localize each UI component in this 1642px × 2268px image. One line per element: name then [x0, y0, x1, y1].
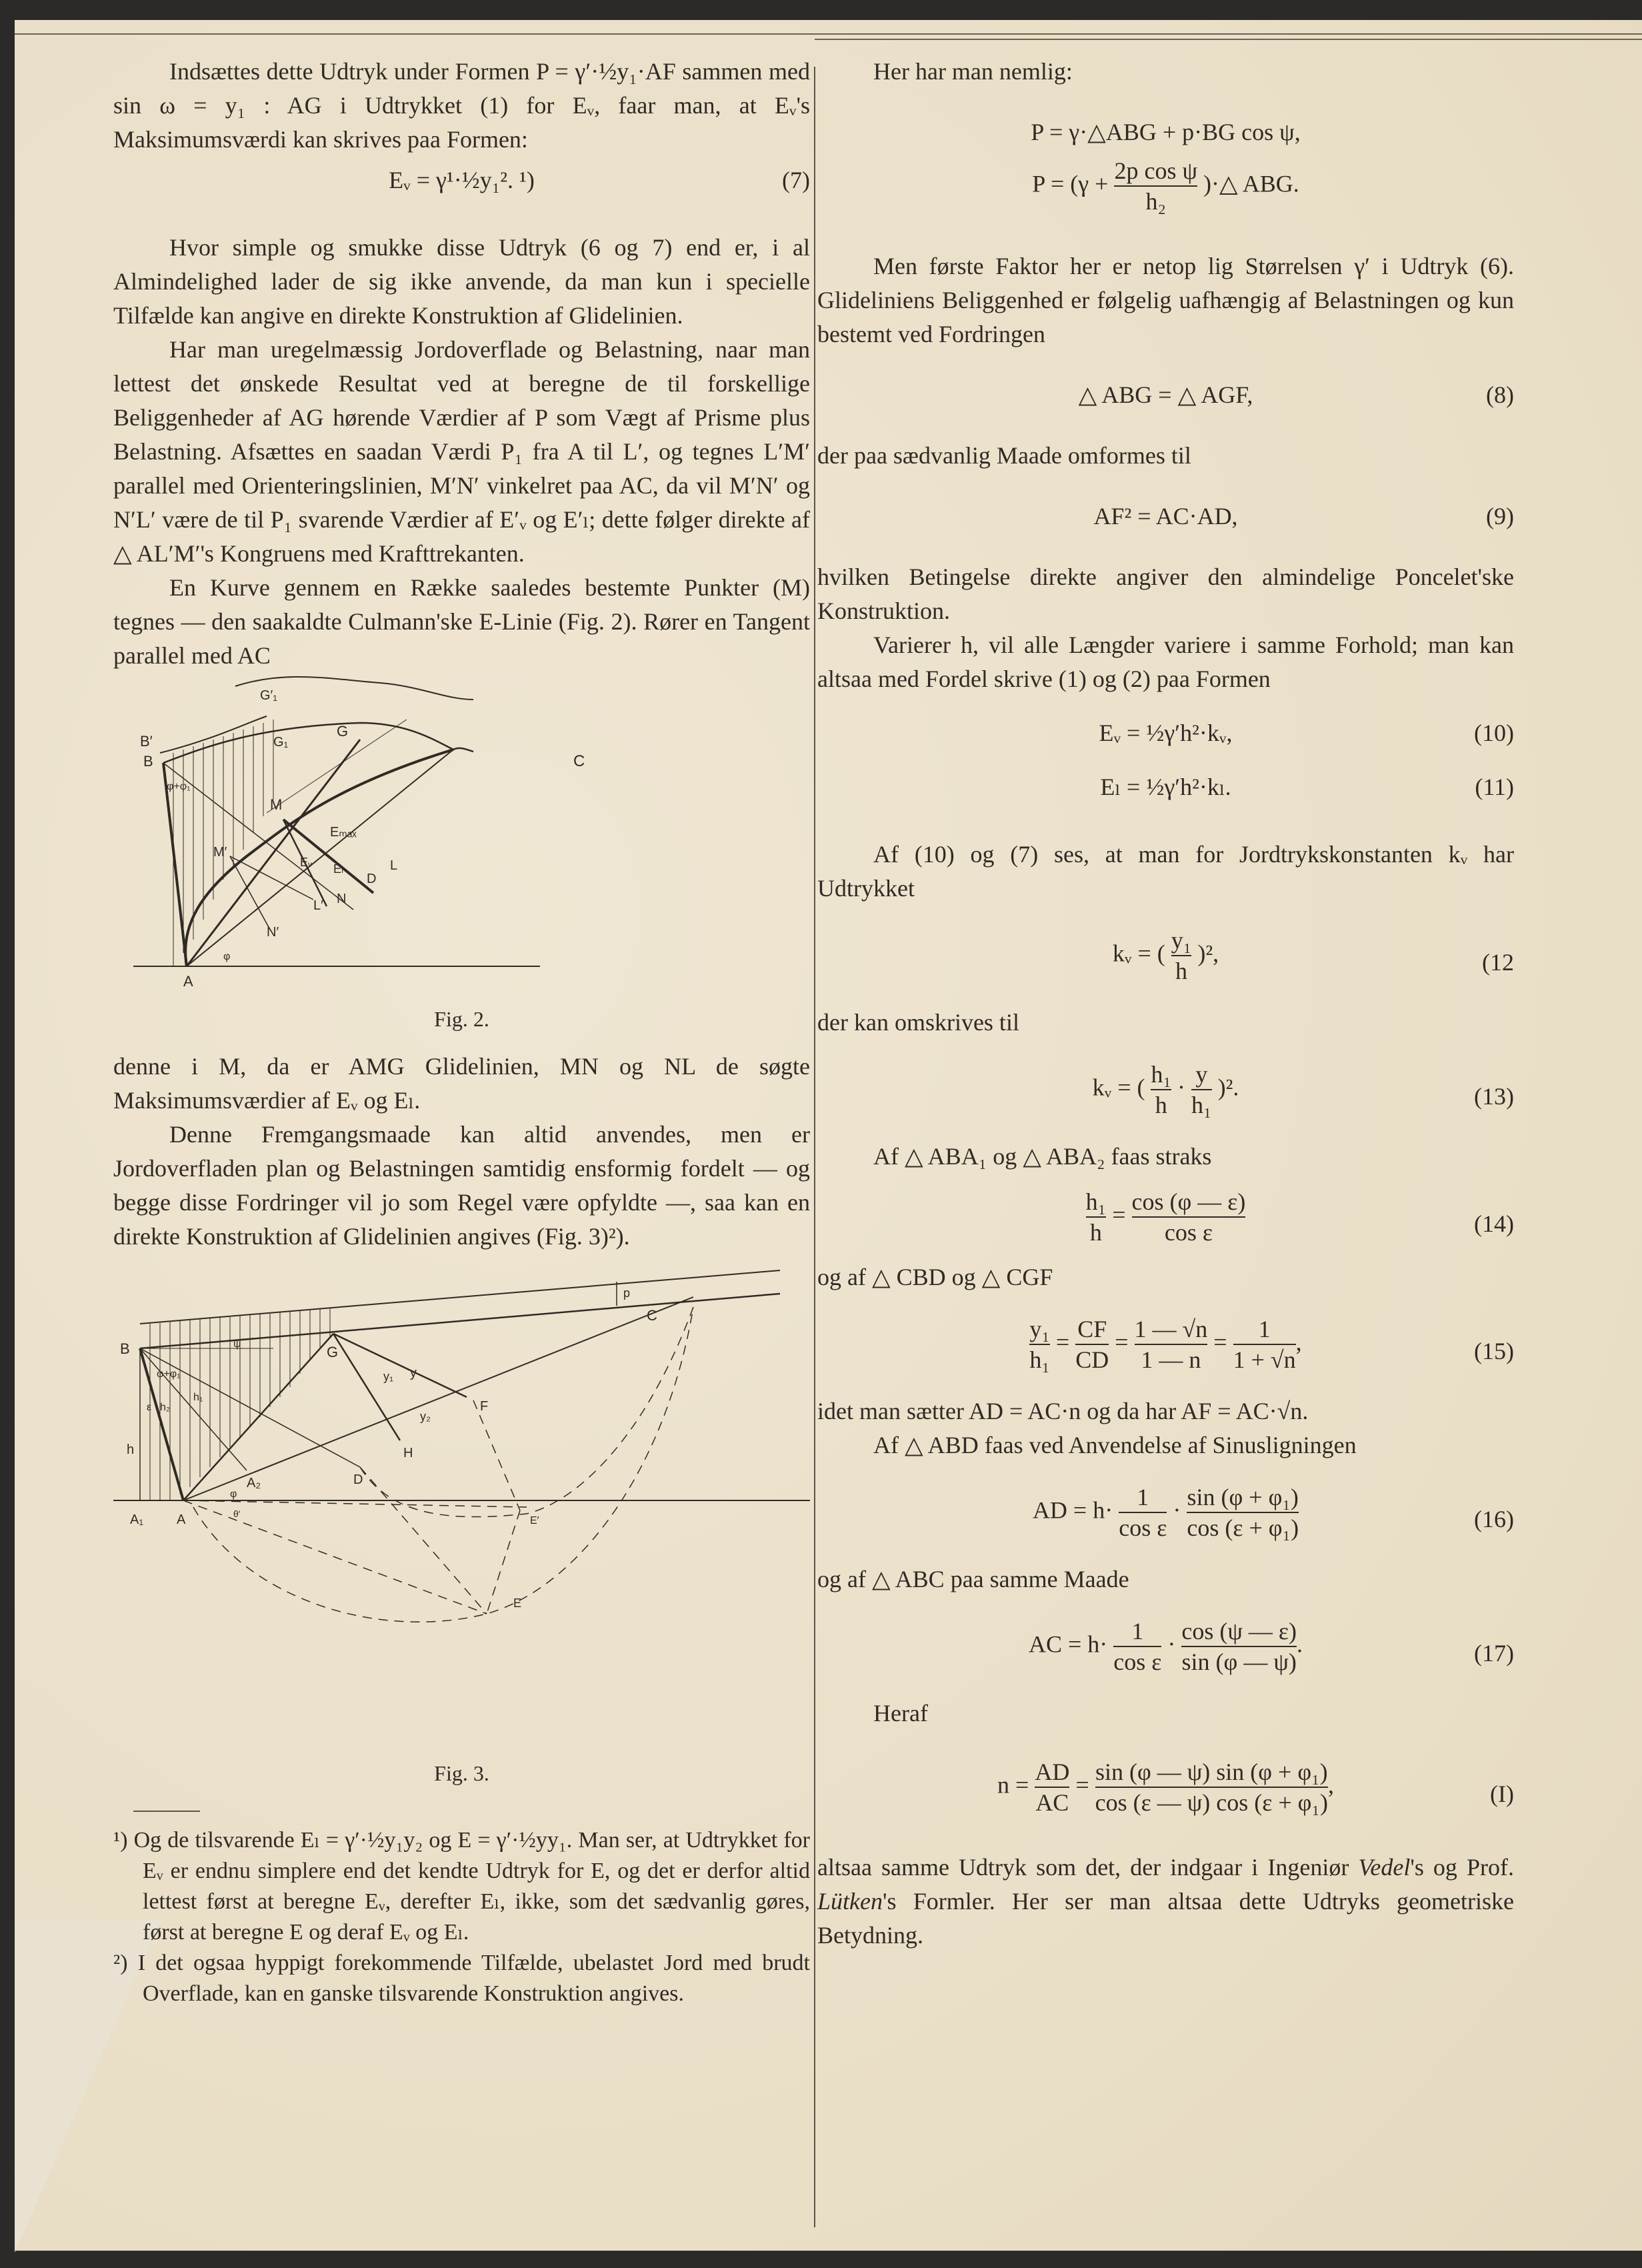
equation-9: [817, 499, 1514, 533]
fraction: [1119, 1482, 1167, 1542]
fraction: [1171, 926, 1192, 986]
left-column: [113, 55, 810, 2009]
paragraph: denne i M, da er AMG Glidelinien, MN og NL de søgte Maksimumsværdier af Eᵥ og Eₗ.: [113, 1053, 810, 1114]
paragraph-closing: [817, 1851, 1514, 1953]
fraction: [1075, 1314, 1109, 1374]
equation-15: $\frac{\text{y₁}}{\text{h₁}}$ = $\frac{CF}{CD}$ = $\frac{1 — √n}{1 — n}$ = $\frac{1}{1 + √n}$ , (15): [1029, 1316, 1514, 1373]
equation-P1: [817, 115, 1514, 149]
fraction: [1187, 1482, 1299, 1542]
fig3-label-theta: θ′: [233, 1508, 241, 1519]
equation-17: AC = h· $\frac{1}{\text{cos ε}}$ · $\frac{\cos (\psi — \varepsilon)}{\sin (\varphi — \psi)}$ . (17): [1028, 1618, 1514, 1675]
equation-number: (7): [782, 167, 810, 193]
equation-P2: [817, 156, 1514, 216]
fig3-line-DE: [360, 1467, 487, 1614]
name-vedel: Vedel: [1358, 1854, 1411, 1881]
text-run: altsaa samme Udtryk som det, der indgaar i Ingeniør: [817, 1854, 1359, 1881]
fig2-label-G1-prime: G′₁: [260, 688, 278, 703]
fraction: [1113, 1616, 1161, 1676]
numerator: CF: [1077, 1316, 1107, 1342]
fig2-M-prime-N-prime: [230, 856, 270, 930]
equation-12: [817, 926, 1514, 986]
paragraph: og af △ ABC paa samme Maade: [817, 1566, 1129, 1592]
denominator: h: [1151, 1089, 1171, 1120]
fig3-label-h2: h₂: [160, 1402, 171, 1413]
fig2-label-L: L: [390, 858, 398, 873]
footnotes: [113, 1811, 810, 2009]
paragraph: og af △ CBD og △ CGF: [817, 1264, 1053, 1290]
equation-I: n = $\frac{AD}{AC}$ = $\frac{\text{sin (φ — ψ) sin (φ + φ₁)}}{\text{cos (ε — ψ) cos (ε + φ₁)}}$ , (I): [997, 1759, 1514, 1816]
numerator: cos (φ — ε): [1131, 1188, 1246, 1215]
numerator: y: [1195, 1061, 1208, 1088]
name-lutken: Lütken: [817, 1888, 883, 1915]
equation-part: P = (γ +: [1032, 170, 1109, 197]
fig2-label-E-v: Eᵥ: [300, 856, 312, 869]
fig2-label-D: D: [367, 872, 377, 886]
equation-number: (10): [1474, 720, 1514, 746]
equation-number: (I): [1490, 1781, 1514, 1807]
equation-10: [817, 716, 1514, 750]
paragraph: En Kurve gennem en Række saaledes bestemte Punkter (M) tegnes — den saakaldte Culmann'ske E-Linie (Fig. 2). Rører en Tangent parallel med AC: [113, 574, 810, 669]
fig3-label-G: G: [327, 1344, 339, 1360]
equation-13: [817, 1060, 1514, 1120]
equation-part: )·△ ABG.: [1203, 170, 1299, 197]
paragraph: idet man sætter AD = AC·n og da har AF = AC·√n.: [817, 1398, 1309, 1424]
equation-part: kᵥ = (: [1092, 1074, 1145, 1101]
denominator: h: [1171, 955, 1192, 986]
fig2-label-C: C: [573, 752, 585, 770]
fig3-label-y2: y₂: [420, 1410, 431, 1423]
column-divider: [814, 67, 815, 2227]
numerator: 1 — √n: [1134, 1316, 1208, 1342]
fraction: [1191, 1060, 1212, 1120]
paragraph: Har man uregelmæssig Jordoverflade og Belastning, naar man lettest det ønskede Resultat ved at beregne de til forskellige Beliggenheder af AG hørende Værdier af P som Vægt af Prisme plus Belastning. Afsættes en saadan Værdi P₁ fra A til L′, og tegnes L′M′ parallel med Orienteringslinien, M′N′ vinkelret paa AC, da vil M′N′ og N′L′ være de til P₁ svarende Værdier af E′ᵥ og E′ₗ; dette følger direkte af △ AL′M′'s Kongruens med Krafttrekanten.: [113, 336, 810, 567]
numerator: sin (φ — ψ) sin (φ + φ₁): [1095, 1759, 1328, 1785]
numerator: 1: [1137, 1484, 1149, 1510]
paragraph: Af △ ABA₁ og △ ABA₂ faas straks: [873, 1143, 1212, 1170]
equation-part: kᵥ = (: [1112, 940, 1165, 967]
fig2-label-L-prime: L′: [313, 898, 323, 913]
paragraph: der paa sædvanlig Maade omformes til: [817, 442, 1191, 469]
equation-number: (16): [1474, 1506, 1514, 1532]
fig3-line-A-E-prime: [183, 1500, 527, 1507]
numerator: y₁: [1029, 1316, 1050, 1342]
right-column: [817, 55, 1514, 1953]
fig2-label-E-L: Eₗ: [333, 862, 343, 876]
fig2-label-B: B: [143, 753, 153, 770]
equation-part: ·: [1177, 1074, 1186, 1101]
fig3-caption: Fig. 3.: [434, 1761, 489, 1785]
equation-expr: Eᵥ = γ¹·½y₁². ¹): [389, 167, 535, 193]
fig3-line-AE: [183, 1500, 487, 1614]
fig3-label-A2: A₂: [247, 1476, 261, 1490]
fig3-label-B: B: [120, 1340, 130, 1357]
equation-11: [817, 770, 1514, 804]
denominator: sin (φ — ψ): [1181, 1646, 1297, 1676]
fraction: [1151, 1060, 1171, 1120]
numerator: 1: [1258, 1316, 1271, 1342]
fig2-label-phi: φ: [223, 951, 231, 962]
denominator: 1 + √n: [1233, 1344, 1296, 1374]
equation-part: =: [1112, 1201, 1126, 1228]
fraction: [1233, 1314, 1296, 1374]
text-run: 's og Prof.: [1410, 1854, 1514, 1881]
fig3-label-psi: ψ: [233, 1338, 241, 1350]
fig3-semicircle: [193, 1307, 693, 1622]
fig2-E-max: [283, 820, 373, 893]
fig3-label-C: C: [647, 1307, 657, 1324]
numerator: 1: [1131, 1618, 1144, 1644]
denominator: cos ε: [1113, 1646, 1161, 1676]
equation-expr: Eₗ = ½γ′h²·kₗ.: [1100, 774, 1231, 800]
equation-16: AD = h· $\frac{1}{\text{cos ε}}$ · $\frac{\text{sin (φ + φ₁)}}{\text{cos (ε + φ₁)}}$ (16): [1032, 1484, 1514, 1541]
fig3-label-F: F: [480, 1399, 489, 1414]
equation-8: [817, 378, 1514, 412]
fig3-label-h: h: [127, 1442, 135, 1457]
denominator: h₁: [1029, 1344, 1050, 1374]
numerator: sin (φ + φ₁): [1187, 1484, 1299, 1510]
text-run: 's Formler. Her ser man altsaa dette Udtryks geometriske Betydning.: [817, 1888, 1514, 1949]
fig3-label-A1: A₁: [130, 1512, 144, 1527]
fig2-label-M-prime: M′: [213, 845, 227, 860]
fig3-label-y: y: [410, 1366, 417, 1380]
header-rule-double: [815, 39, 1642, 40]
fraction: [1086, 1187, 1107, 1247]
fraction: [1029, 1314, 1050, 1374]
denominator: h₁: [1191, 1089, 1212, 1120]
paragraph: Men første Faktor her er netop lig Størrelsen γ′ i Udtryk (6). Glideliniens Beliggenhed er følgelig uafhængig af Belastningen og kun bestemt ved Fordringen: [817, 253, 1514, 347]
denominator: cos ε: [1132, 1216, 1246, 1247]
fig3-label-E: E: [513, 1596, 522, 1610]
fraction: [1035, 1757, 1069, 1817]
numerator: AD: [1035, 1759, 1070, 1785]
fig3-label-phi: φ: [230, 1488, 237, 1500]
equation-expr: AF² = AC·AD,: [1093, 503, 1238, 529]
fig3-upper-surface: [140, 1270, 780, 1324]
numerator: h₁: [1085, 1188, 1107, 1215]
fraction: [1181, 1616, 1297, 1676]
paragraph: Heraf: [873, 1700, 928, 1727]
footnote-2: ²) I det ogsaa hyppigt forekommende Tilfælde, ubelastet Jord med brudt Overflade, kan en ganske tilsvarende Konstruktion angives.: [113, 1951, 810, 2006]
fig3-line-BA2: [140, 1348, 247, 1470]
fig3-label-epsilon: ε: [147, 1402, 152, 1413]
fig2-label-A: A: [183, 973, 193, 990]
denominator: cos (ε + φ₁): [1187, 1512, 1299, 1542]
fig3-label-y1: y₁: [383, 1370, 394, 1383]
equation-part: n =: [997, 1771, 1029, 1799]
equation-expr: △ ABG = △ AGF,: [1078, 381, 1253, 408]
document-page: [15, 20, 1642, 2251]
fig2-label-N: N: [337, 892, 347, 906]
fig3-label-h1: h₁: [193, 1392, 203, 1403]
paragraph: Varierer h, vil alle Længder variere i samme Forhold; man kan altsaa med Fordel skrive (1) og (2) paa Formen: [817, 632, 1514, 692]
fig3-line-F-E-prime: [473, 1400, 520, 1510]
paragraph: Hvor simple og smukke disse Udtryk (6 og 7) end er, i al Almindelighed lader de sig ikke anvende, da man kun i specielle Tilfælde kan angive en direkte Konstruktion af Glidelinien.: [113, 234, 810, 329]
fraction: [1132, 1187, 1246, 1247]
paragraph: Indsættes dette Udtryk under Formen P = γ′·½y₁·AF sammen med sin ω = y₁ : AG i Udtrykket (1) for Eᵥ, faar man, at Eᵥ's Maksimumsværdi kan skrives paa Formen:: [113, 58, 810, 153]
fraction: [1114, 156, 1197, 216]
fig2-label-G: G: [337, 723, 349, 740]
denominator: 1 — n: [1135, 1344, 1208, 1374]
figure-2: [113, 673, 810, 1036]
equation-part: )².: [1217, 1074, 1239, 1101]
denominator: h₂: [1114, 185, 1197, 216]
fig3-label-phi-phi1: φ+φ₁: [157, 1368, 181, 1380]
fig3-label-p: p: [623, 1286, 631, 1300]
fig3-diagram: [113, 1267, 810, 1747]
fig3-label-E-prime: E′: [530, 1515, 539, 1526]
numerator: 2p cos ψ: [1114, 157, 1198, 184]
fig2-label-B-prime: B′: [140, 733, 153, 750]
fig2-label-M: M: [270, 796, 283, 813]
fig3-label-D: D: [353, 1472, 363, 1487]
equation-number: (15): [1474, 1338, 1514, 1364]
equation-7: [113, 163, 810, 197]
footnote-1: ¹) Og de tilsvarende Eₗ = γ′·½y₁y₂ og E = γ′·½yy₁. Man ser, at Udtrykket for Eᵥ er endnu simplere end det kendte Udtryk for E, og det er derfor altid lettest først at beregne Eᵥ, derefter Eₗ, ikke, som det sædvanlig gøres, først at beregne E og deraf Eᵥ og Eₗ.: [113, 1828, 810, 1945]
fraction: [1135, 1314, 1208, 1374]
header-rule: [15, 33, 1642, 35]
fig2-label-N-prime: N′: [267, 925, 279, 940]
denominator: AC: [1035, 1787, 1069, 1817]
numerator: h₁: [1151, 1061, 1172, 1088]
equation-number: (13): [1474, 1083, 1514, 1110]
paragraph: der kan omskrives til: [817, 1009, 1019, 1036]
fig2-label-phi-phi1: φ+φ₁: [167, 781, 191, 792]
fig3-label-A: A: [177, 1512, 186, 1527]
fig2-diagram: [113, 673, 810, 993]
denominator: CD: [1075, 1344, 1109, 1374]
equation-expr: P = γ·△ABG + p·BG cos ψ,: [1031, 119, 1301, 145]
figure-3: [113, 1267, 810, 1791]
equation-number: (11): [1475, 774, 1514, 800]
equation-number: (8): [1486, 381, 1514, 408]
paragraph: Af (10) og (7) ses, at man for Jordtrykskonstanten kᵥ har Udtrykket: [817, 841, 1514, 902]
denominator: h: [1086, 1216, 1107, 1247]
numerator: y₁: [1171, 927, 1192, 954]
equation-14: [817, 1187, 1514, 1247]
equation-part: AD = h·: [1032, 1496, 1113, 1524]
paragraph: Af △ ABD faas ved Anvendelse af Sinusligningen: [873, 1432, 1357, 1458]
equation-number: (14): [1474, 1210, 1514, 1237]
numerator: cos (ψ — ε): [1181, 1618, 1297, 1644]
denominator: cos ε: [1119, 1512, 1167, 1542]
footnote-rule: [133, 1811, 200, 1812]
fig3-arc-D: [360, 1307, 693, 1517]
equation-part: AC = h·: [1028, 1630, 1108, 1658]
fraction: [1095, 1757, 1328, 1817]
paragraph: hvilken Betingelse direkte angiver den almindelige Poncelet'ske Konstruktion.: [817, 563, 1514, 624]
equation-expr: Eᵥ = ½γ′h²·kᵥ,: [1099, 720, 1233, 746]
equation-number: (12: [1482, 949, 1514, 976]
fig2-label-E-max: Eₘₐₓ: [330, 825, 357, 840]
paragraph: Her har man nemlig:: [873, 58, 1073, 85]
paragraph: Denne Fremgangsmaade kan altid anvendes, men er Jordoverfladen plan og Belastningen samtidig ensformig fordelt — og begge disse Fordringer vil jo som Regel være opfyldte —, saa kan en direkte Konstruktion af Glidelinien angives (Fig. 3)²).: [113, 1121, 810, 1250]
fig2-caption: Fig. 2.: [434, 1007, 489, 1031]
fig3-hatching: [150, 1308, 330, 1500]
fig2-label-G1: G₁: [273, 735, 289, 750]
equation-part: )²,: [1197, 940, 1219, 967]
equation-number: (9): [1486, 503, 1514, 529]
fig3-label-H: H: [403, 1446, 413, 1460]
denominator: cos (ε — ψ) cos (ε + φ₁): [1095, 1787, 1328, 1817]
equation-number: (17): [1474, 1640, 1514, 1666]
